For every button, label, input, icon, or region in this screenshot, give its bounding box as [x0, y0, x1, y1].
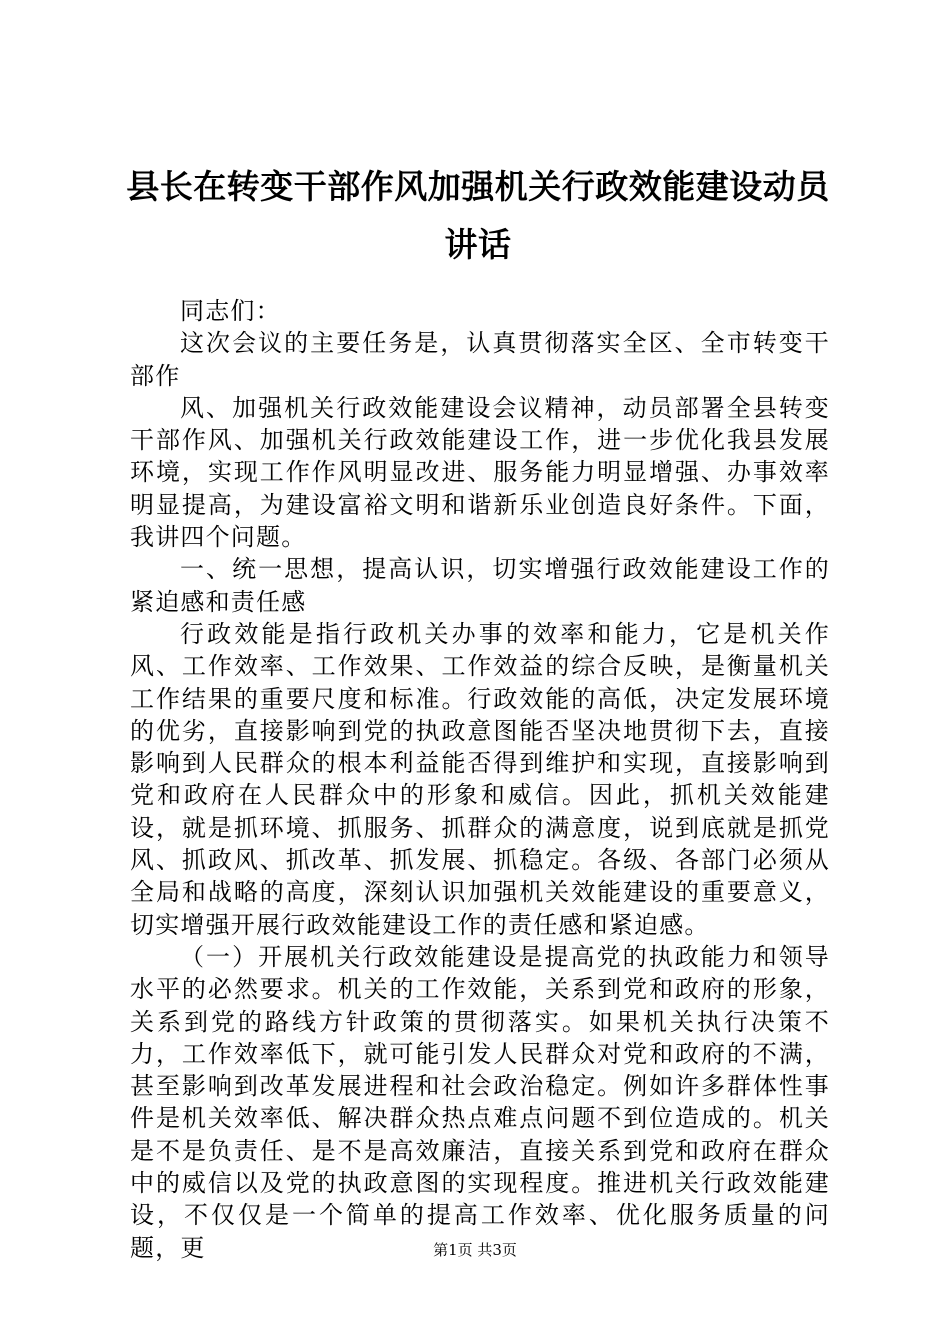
page-number-footer: 第1页 共3页 [433, 1241, 517, 1259]
subsection-paragraph: （一）开展机关行政效能建设是提高党的执政能力和领导水平的必然要求。机关的工作效能，关系到党和政府的形象，关系到党的路线方针政策的贯彻落实。如果机关执行决策不力，工作效率低下，就可能引发人民群众对党和政府的不满，甚至影响到改革发展进程和社会政治稳定。例如许多群体性事件是机关效率低、解决群众热点难点问题不到位造成的。机关是不是负责任、是不是高效廉洁，直接关系到党和政府在群众中的威信以及党的执政意图的实现程度。推进机关行政效能建设，不仅仅是一个简单的提高工作效率、优化服务质量的问题，更 [130, 942, 830, 1262]
section-heading: 一、统一思想，提高认识，切实增强行政效能建设工作的紧迫感和责任感 [130, 555, 830, 616]
document-body [130, 295, 830, 1264]
salutation-paragraph: 同志们： [180, 297, 281, 325]
intro-paragraph: 风、加强机关行政效能建设会议精神，动员部署全县转变干部作风、加强机关行政效能建设工作，进一步优化我县发展环境，实现工作作风明显改进、服务能力明显增强、办事效率明显提高，为建设富裕文明和谐新乐业创造良好条件。下面，我讲四个问题。 [130, 393, 830, 552]
body-paragraph: 行政效能是指行政机关办事的效率和能力，它是机关作风、工作效率、工作效果、工作效益的综合反映，是衡量机关工作结果的重要尺度和标准。行政效能的高低，决定发展环境的优劣，直接影响到党的执政意图能否坚决地贯彻下去，直接影响到人民群众的根本利益能否得到维护和实现，直接影响到党和政府在人民群众中的形象和威信。因此，抓机关效能建设，就是抓环境、抓服务、抓群众的满意度，说到底就是抓党风、抓政风、抓改革、抓发展、抓稳定。各级、各部门必须从全局和战略的高度，深刻认识加强机关效能建设的重要意义，切实增强开展行政效能建设工作的责任感和紧迫感。 [130, 619, 830, 939]
intro-paragraph-line: 这次会议的主要任务是，认真贯彻落实全区、全市转变干部作 [130, 329, 830, 390]
document-title: 县长在转变干部作风加强机关行政效能建设动员讲话 [126, 167, 830, 264]
